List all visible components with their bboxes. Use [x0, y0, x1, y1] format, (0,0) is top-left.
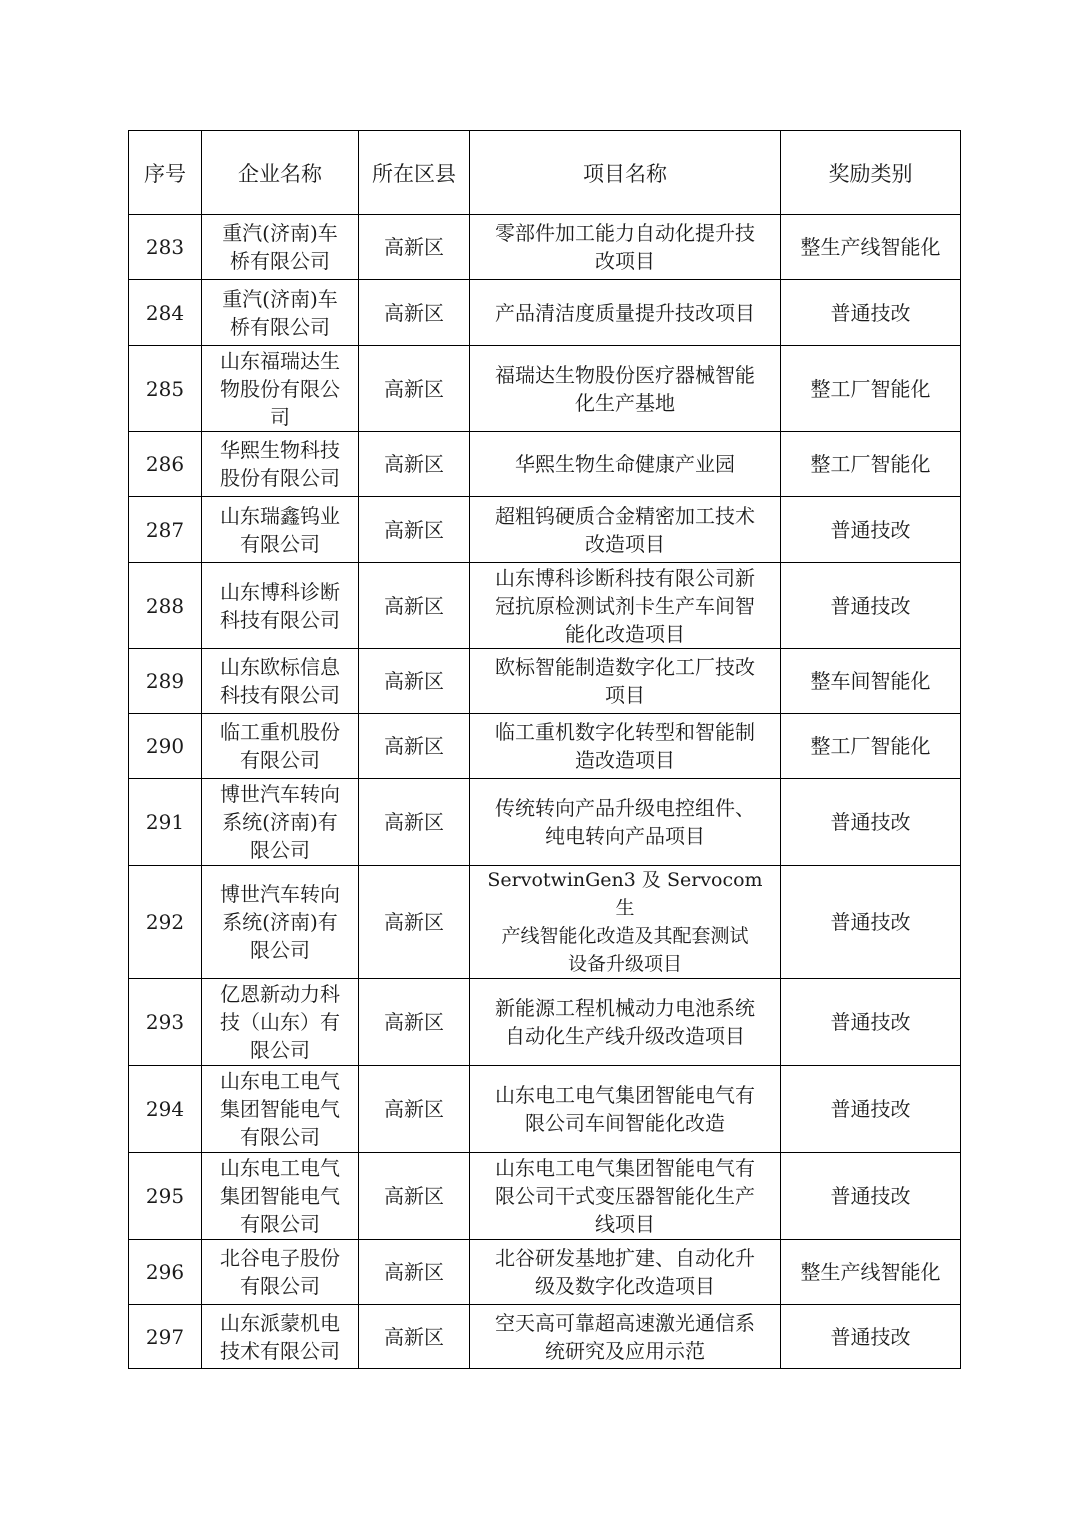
cell-district: 高新区 [359, 1066, 470, 1153]
cell-serial-no: 295 [129, 1153, 202, 1240]
cell-project-name: 零部件加工能力自动化提升技 改项目 [470, 215, 781, 280]
cell-serial-no: 284 [129, 280, 202, 346]
cell-project-name: 山东电工电气集团智能电气有 限公司车间智能化改造 [470, 1066, 781, 1153]
cell-project-name: 山东博科诊断科技有限公司新 冠抗原检测试剂卡生产车间智 能化改造项目 [470, 563, 781, 649]
cell-company-name: 山东博科诊断 科技有限公司 [202, 563, 359, 649]
table-row [129, 1305, 961, 1369]
cell-project-name: 华熙生物生命健康产业园 [470, 432, 781, 497]
table-row [129, 649, 961, 714]
cell-company-name: 山东欧标信息 科技有限公司 [202, 649, 359, 714]
cell-project-name: 传统转向产品升级电控组件、 纯电转向产品项目 [470, 779, 781, 866]
cell-award-category: 普通技改 [781, 497, 961, 563]
cell-project-name: 欧标智能制造数字化工厂技改 项目 [470, 649, 781, 714]
cell-district: 高新区 [359, 215, 470, 280]
table-row [129, 714, 961, 779]
cell-company-name: 亿恩新动力科 技（山东）有 限公司 [202, 979, 359, 1066]
cell-project-name: 福瑞达生物股份医疗器械智能 化生产基地 [470, 346, 781, 432]
cell-district: 高新区 [359, 779, 470, 866]
cell-district: 高新区 [359, 563, 470, 649]
cell-district: 高新区 [359, 649, 470, 714]
cell-award-category: 普通技改 [781, 563, 961, 649]
cell-company-name: 北谷电子股份 有限公司 [202, 1240, 359, 1305]
cell-serial-no: 296 [129, 1240, 202, 1305]
cell-serial-no: 289 [129, 649, 202, 714]
cell-award-category: 普通技改 [781, 280, 961, 346]
table-row [129, 866, 961, 979]
cell-company-name: 临工重机股份 有限公司 [202, 714, 359, 779]
cell-project-name: 超粗钨硬质合金精密加工技术 改造项目 [470, 497, 781, 563]
cell-project-name: 空天高可靠超高速激光通信系 统研究及应用示范 [470, 1305, 781, 1369]
cell-serial-no: 286 [129, 432, 202, 497]
award-table [128, 130, 961, 1369]
cell-award-category: 普通技改 [781, 979, 961, 1066]
cell-serial-no: 291 [129, 779, 202, 866]
header-company-name: 企业名称 [202, 131, 359, 215]
cell-district: 高新区 [359, 1305, 470, 1369]
cell-project-name: 产品清洁度质量提升技改项目 [470, 280, 781, 346]
cell-project-name: 新能源工程机械动力电池系统 自动化生产线升级改造项目 [470, 979, 781, 1066]
cell-district: 高新区 [359, 432, 470, 497]
cell-award-category: 普通技改 [781, 779, 961, 866]
cell-award-category: 整车间智能化 [781, 649, 961, 714]
cell-award-category: 普通技改 [781, 1066, 961, 1153]
table-row [129, 563, 961, 649]
cell-district: 高新区 [359, 280, 470, 346]
cell-award-category: 普通技改 [781, 866, 961, 979]
table-row [129, 779, 961, 866]
cell-company-name: 重汽(济南)车 桥有限公司 [202, 280, 359, 346]
cell-project-name: 北谷研发基地扩建、自动化升 级及数字化改造项目 [470, 1240, 781, 1305]
cell-district: 高新区 [359, 497, 470, 563]
cell-company-name: 山东福瑞达生 物股份有限公 司 [202, 346, 359, 432]
table-row [129, 1153, 961, 1240]
table-row [129, 1240, 961, 1305]
cell-company-name: 山东电工电气 集团智能电气 有限公司 [202, 1066, 359, 1153]
cell-district: 高新区 [359, 1153, 470, 1240]
cell-company-name: 博世汽车转向 系统(济南)有 限公司 [202, 866, 359, 979]
table-row [129, 1066, 961, 1153]
table-row [129, 215, 961, 280]
cell-district: 高新区 [359, 979, 470, 1066]
table-row [129, 280, 961, 346]
cell-serial-no: 294 [129, 1066, 202, 1153]
table-row [129, 497, 961, 563]
cell-district: 高新区 [359, 714, 470, 779]
table-row [129, 346, 961, 432]
cell-award-category: 普通技改 [781, 1305, 961, 1369]
header-project-name: 项目名称 [470, 131, 781, 215]
cell-award-category: 整工厂智能化 [781, 346, 961, 432]
table-row [129, 979, 961, 1066]
header-serial-no: 序号 [129, 131, 202, 215]
cell-serial-no: 292 [129, 866, 202, 979]
cell-award-category: 普通技改 [781, 1153, 961, 1240]
cell-award-category: 整工厂智能化 [781, 714, 961, 779]
cell-award-category: 整生产线智能化 [781, 215, 961, 280]
cell-company-name: 山东瑞鑫钨业 有限公司 [202, 497, 359, 563]
cell-project-name: ServotwinGen3 及 Servocom 生 产线智能化改造及其配套测试 设备升级项目 [470, 866, 781, 979]
cell-serial-no: 293 [129, 979, 202, 1066]
cell-award-category: 整生产线智能化 [781, 1240, 961, 1305]
header-district: 所在区县 [359, 131, 470, 215]
cell-district: 高新区 [359, 1240, 470, 1305]
cell-district: 高新区 [359, 866, 470, 979]
table-row [129, 432, 961, 497]
cell-serial-no: 285 [129, 346, 202, 432]
cell-serial-no: 290 [129, 714, 202, 779]
cell-company-name: 山东派蒙机电 技术有限公司 [202, 1305, 359, 1369]
cell-company-name: 华熙生物科技 股份有限公司 [202, 432, 359, 497]
table-header-row [129, 131, 961, 215]
cell-award-category: 整工厂智能化 [781, 432, 961, 497]
cell-serial-no: 297 [129, 1305, 202, 1369]
cell-project-name: 山东电工电气集团智能电气有 限公司干式变压器智能化生产 线项目 [470, 1153, 781, 1240]
cell-serial-no: 288 [129, 563, 202, 649]
cell-company-name: 山东电工电气 集团智能电气 有限公司 [202, 1153, 359, 1240]
cell-company-name: 博世汽车转向 系统(济南)有 限公司 [202, 779, 359, 866]
cell-company-name: 重汽(济南)车 桥有限公司 [202, 215, 359, 280]
header-award-category: 奖励类别 [781, 131, 961, 215]
cell-serial-no: 283 [129, 215, 202, 280]
cell-district: 高新区 [359, 346, 470, 432]
cell-serial-no: 287 [129, 497, 202, 563]
cell-project-name: 临工重机数字化转型和智能制 造改造项目 [470, 714, 781, 779]
